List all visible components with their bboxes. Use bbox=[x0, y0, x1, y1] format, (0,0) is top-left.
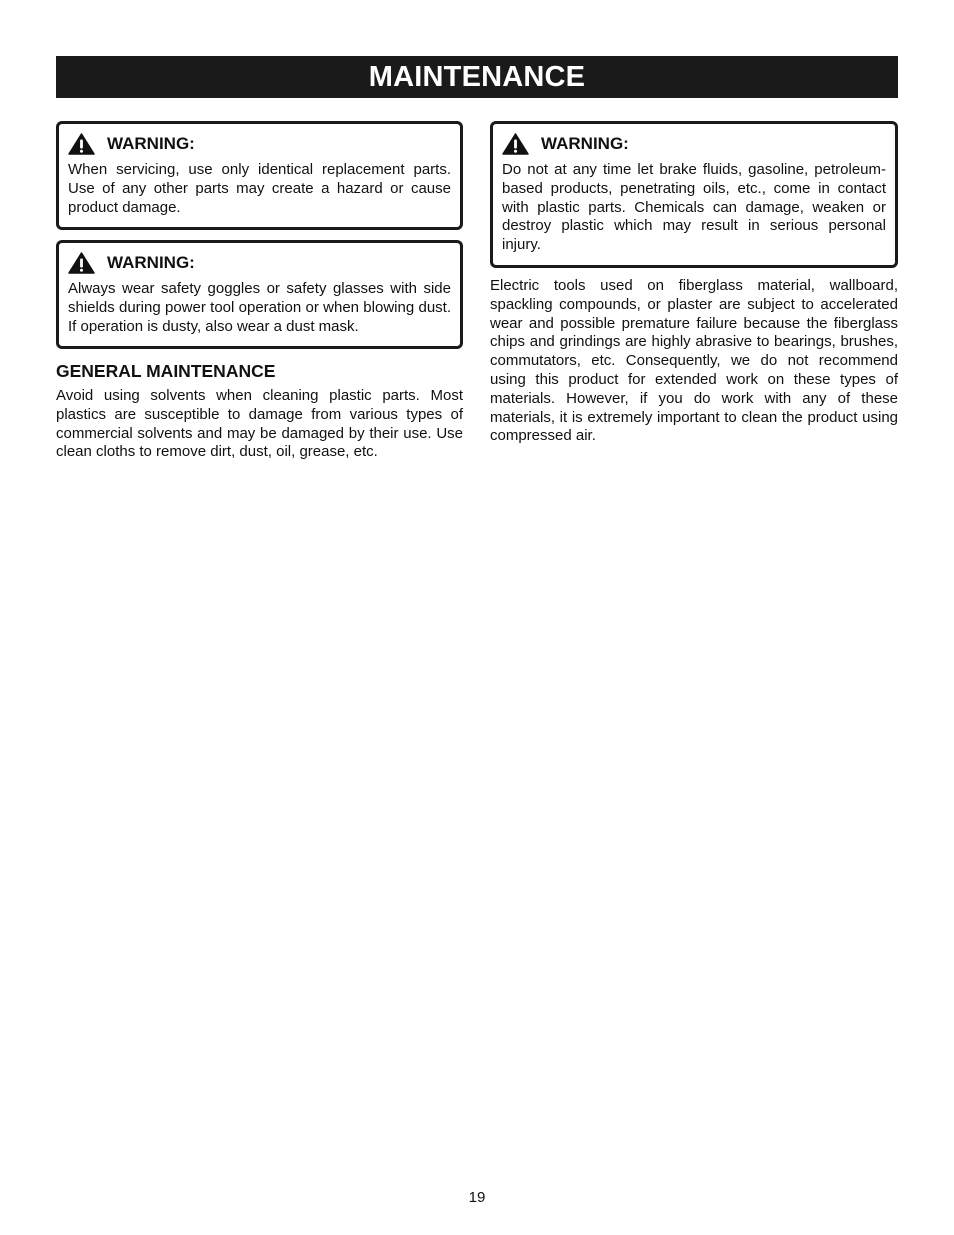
section-heading: GENERAL MAINTENANCE bbox=[56, 361, 276, 381]
warning-triangle-icon bbox=[502, 133, 529, 155]
warning-header bbox=[68, 134, 451, 154]
fiberglass-paragraph: Electric tools used on fiberglass material, wallboard, spackling compounds, or plaster are subject to accelerated wear and possible premature failure because the fiberglass chips and grindings are highly abrasive to bearings, brushes, commutators, etc. Consequently, we do not recommend using this product for extended work on these types of materials. However, if you do work with any of these materials, it is extremely important to clean the product using compressed air. bbox=[490, 277, 898, 445]
warning-text: When servicing, use only identical replacement parts. Use of any other parts may create a hazard or cause product damage. bbox=[68, 161, 451, 216]
section-paragraph: Avoid using solvents when cleaning plastic parts. Most plastics are susceptible to damage from various types of commercial solvents and may be damaged by their use. Use clean cloths to remove dirt, dust, oil, grease, etc. bbox=[56, 387, 463, 461]
warning-label: WARNING: bbox=[107, 134, 195, 153]
left-column bbox=[56, 121, 463, 462]
general-maintenance-section bbox=[56, 361, 463, 462]
warning-label: WARNING: bbox=[107, 253, 195, 272]
warning-text: Do not at any time let brake fluids, gasoline, petroleum-based products, penetrating oils, etc., come in contact with plastic parts. Chemicals can damage, weaken or destroy plastic which may result in serious personal injury. bbox=[502, 161, 886, 254]
page-title: MAINTENANCE bbox=[56, 56, 898, 98]
warning-label: WARNING: bbox=[541, 134, 629, 153]
warning-triangle-icon bbox=[68, 252, 95, 274]
right-column bbox=[490, 121, 898, 446]
warning-header bbox=[68, 253, 451, 273]
warning-box-replacement-parts bbox=[56, 121, 463, 230]
warning-triangle-icon bbox=[68, 133, 95, 155]
warning-header bbox=[502, 134, 886, 154]
page-number: 19 bbox=[468, 1189, 486, 1206]
warning-box-chemicals bbox=[490, 121, 898, 268]
warning-box-safety-goggles bbox=[56, 240, 463, 349]
warning-text: Always wear safety goggles or safety glasses with side shields during power tool operation or when blowing dust. If operation is dusty, also wear a dust mask. bbox=[68, 280, 451, 335]
